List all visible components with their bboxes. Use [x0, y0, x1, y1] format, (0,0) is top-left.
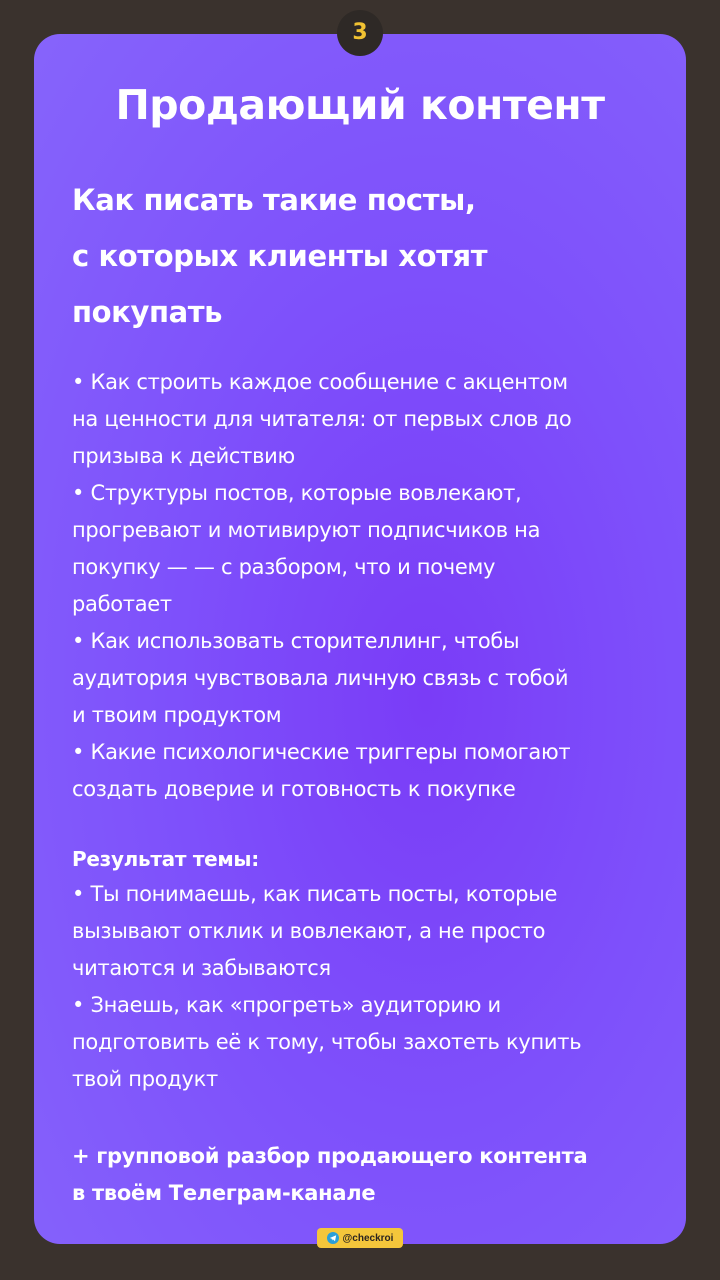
result-bullet-list: [72, 876, 672, 1098]
list-item: • Ты понимаешь, как писать посты, которые вызывают отклик и вовлекают, а не просто читаются и забываются: [72, 882, 558, 980]
slide-number-badge: 3: [337, 10, 383, 56]
subtitle-line: Как писать такие посты,: [72, 183, 476, 217]
telegram-icon: [327, 1232, 339, 1244]
subtitle-line: с которых клиенты хотят: [72, 239, 488, 273]
list-item: • Как строить каждое сообщение с акцентом на ценности для читателя: от первых слов до призыва к действию: [72, 370, 572, 468]
subtitle-line: покупать: [72, 295, 223, 329]
call-to-action: [72, 1138, 672, 1212]
list-item: • Какие психологические триггеры помогают создать доверие и готовность к покупке: [72, 740, 571, 801]
list-item: • Знаешь, как «прогреть» аудиторию и подготовить её к тому, чтобы захотеть купить твой продукт: [72, 993, 582, 1091]
list-item: • Структуры постов, которые вовлекают, прогревают и мотивируют подписчиков на покупку — — с разбором, что и почему работает: [72, 481, 541, 616]
subtitle: [72, 172, 652, 340]
handle-text: @checkroi: [342, 1232, 394, 1244]
channel-handle-badge[interactable]: [317, 1228, 403, 1248]
cta-line: + групповой разбор продающего контента: [72, 1144, 588, 1168]
list-item: • Как использовать сторителлинг, чтобы аудитория чувствовала личную связь с тобой и твоим продуктом: [72, 629, 569, 727]
cta-line: в твоём Телеграм-канале: [72, 1181, 376, 1205]
result-heading: Результат темы:: [72, 847, 259, 871]
topic-bullet-list: [72, 364, 672, 808]
page-title: Продающий контент: [115, 81, 605, 129]
